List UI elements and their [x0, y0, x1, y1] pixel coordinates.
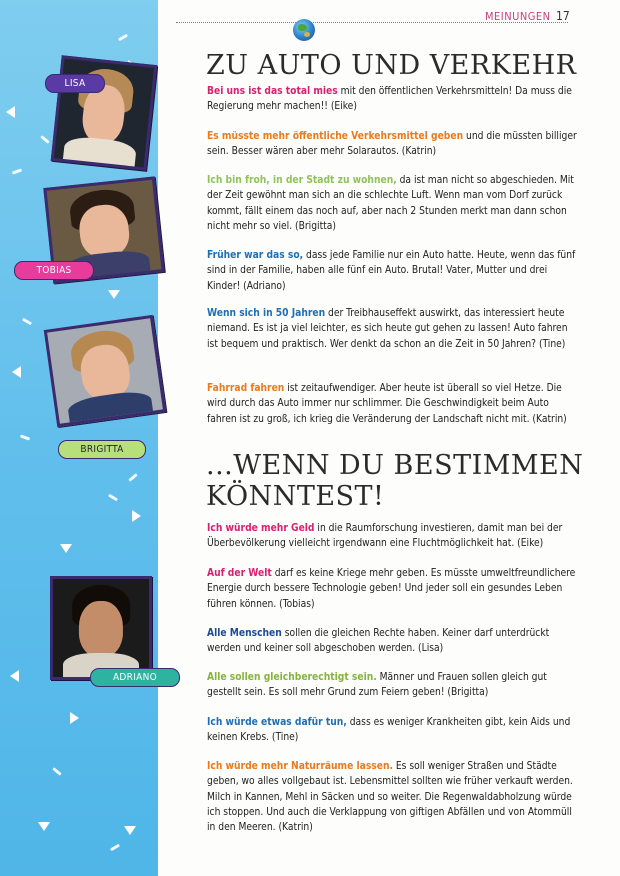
name-tag-adriano: ADRIANO	[90, 668, 180, 687]
quote-block	[207, 759, 579, 835]
quote-block	[207, 381, 579, 427]
decor-triangle	[60, 544, 72, 553]
quote-block	[207, 626, 579, 657]
decor-dash	[12, 168, 22, 174]
quote-text: dass jede Familie nur ein Auto hatte. Heute, wenn das fünf sind in der Familie, haben alle fünf ein Auto. Brutal! Vater, Mutter und drei Kinder! (Adriano)	[207, 250, 576, 292]
quote-text: der Treibhauseffekt auswirkt, das interessiert heute niemand. Es ist ja viel leichter, es sich heute gut gehen zu lassen! Auto fahren ist bequem und praktisch. Wer denkt da schon an die Zeit in 50 Jahren? (Tine)	[207, 308, 568, 350]
quote-block	[207, 715, 579, 746]
quote-block	[207, 129, 579, 160]
section-title-line2: KÖNNTEST!	[206, 481, 385, 513]
decor-triangle	[70, 712, 79, 724]
quote-highlight: Alle Menschen	[207, 628, 282, 639]
quote-highlight: Alle sollen gleichberechtigt sein.	[207, 672, 377, 683]
quote-text: in die Raumforschung investieren, damit man bei der Überbevölkerung vielleicht irgendwann eine Fluchtmöglichkeit hat. (Eike)	[207, 523, 563, 550]
quote-text: Es soll weniger Straßen und Städte geben, wo alles vollgebaut ist. Lebensmittel sollten wie früher verkauft werden. Milch in Kannen, Mehl in Säcken und so weiter. Die Regenwaldabholzung würde ich stoppen. Und auch die Verklappung von giftigen Abfällen und von Atommüll in den Meeren. (Katrin)	[207, 761, 573, 834]
quote-block	[207, 670, 579, 701]
section-title-bestimmen	[206, 450, 583, 512]
section-title-auto-verkehr: ZU AUTO UND VERKEHR	[206, 50, 577, 81]
decor-dash	[108, 494, 118, 502]
quote-highlight: Ich bin froh, in der Stadt zu wohnen,	[207, 175, 397, 186]
running-header: MEINUNGEN	[485, 10, 551, 23]
quote-highlight: Fahrrad fahren	[207, 383, 285, 394]
quote-block	[207, 306, 579, 352]
photo-brigitta	[44, 315, 167, 427]
decor-triangle	[38, 822, 50, 831]
decor-dash	[118, 34, 128, 42]
quote-highlight: Es müsste mehr öffentliche Verkehrsmittel geben	[207, 131, 464, 142]
name-tag-brigitta: BRIGITTA	[58, 440, 146, 459]
quote-text: und die müssten billiger sein. Besser wären aber mehr Solarautos. (Katrin)	[207, 131, 577, 158]
quote-highlight: Ich würde etwas dafür tun,	[207, 717, 347, 728]
name-tag-tobias: TOBIAS	[14, 261, 94, 280]
name-tag-lisa: LISA	[45, 74, 105, 93]
quote-highlight: Auf der Welt	[207, 568, 272, 579]
quote-text: dass es weniger Krankheiten gibt, kein Aids und keinen Krebs. (Tine)	[207, 717, 571, 744]
quote-text: da ist man nicht so abgeschieden. Mit der Zeit gewöhnt man sich an die schlechte Luft. Wenn man vom Dorf zurück kommt, fällt einem das noch auf, aber nach 2 Stunden merkt man dann schon nicht mehr so viel. (Brigitta)	[207, 175, 574, 232]
decor-dash	[22, 318, 32, 326]
decor-triangle	[10, 670, 19, 682]
photo-lisa	[51, 55, 158, 170]
quote-text: mit den öffentlichen Verkehrsmitteln! Da muss die Regierung mehr machen!! (Eike)	[207, 86, 572, 113]
quote-highlight: Ich würde mehr Geld	[207, 523, 315, 534]
quote-text: sollen die gleichen Rechte haben. Keiner darf unterdrückt werden und keiner soll abgeschoben werden. (Lisa)	[207, 628, 550, 655]
quote-block	[207, 566, 579, 612]
quote-text: Männer und Frauen sollen gleich gut gestellt sein. Es soll mehr Grund zum Feiern geben! (Brigitta)	[207, 672, 547, 699]
decor-dash	[40, 135, 50, 144]
decor-dash	[128, 473, 138, 482]
decor-dash	[20, 434, 30, 440]
decor-triangle	[6, 106, 15, 118]
quote-highlight: Wenn sich in 50 Jahren	[207, 308, 326, 319]
quote-highlight: Ich würde mehr Naturräume lassen.	[207, 761, 393, 772]
quote-block	[207, 84, 579, 115]
decor-dash	[52, 767, 62, 776]
section-title-line1: ...WENN DU BESTIMMEN	[206, 450, 584, 481]
quote-highlight: Bei uns ist das total mies	[207, 86, 338, 97]
decor-triangle	[12, 366, 21, 378]
quote-highlight: Früher war das so,	[207, 250, 304, 261]
photo-adriano	[50, 576, 152, 680]
quote-block	[207, 173, 579, 234]
page-number: 17	[556, 9, 570, 23]
decor-triangle	[132, 510, 141, 522]
quote-block	[207, 521, 579, 552]
decor-dash	[110, 844, 120, 852]
globe-icon	[293, 19, 315, 41]
decor-triangle	[124, 826, 136, 835]
decor-triangle	[108, 290, 120, 299]
quote-text: ist zeitaufwendiger. Aber heute ist überall so viel Hetze. Die wird durch das Auto immer nur schlimmer. Die Geschwindigkeit beim Auto fahren ist zu groß, ich krieg die Veränderung der Landschaft nicht mit. (Katrin)	[207, 383, 567, 425]
quote-block	[207, 248, 579, 294]
quote-text: darf es keine Kriege mehr geben. Es müsste umweltfreundlichere Energie durch bessere Technologie geben! Und jeder soll ein gesundes Leben führen können. (Tobias)	[207, 568, 576, 610]
